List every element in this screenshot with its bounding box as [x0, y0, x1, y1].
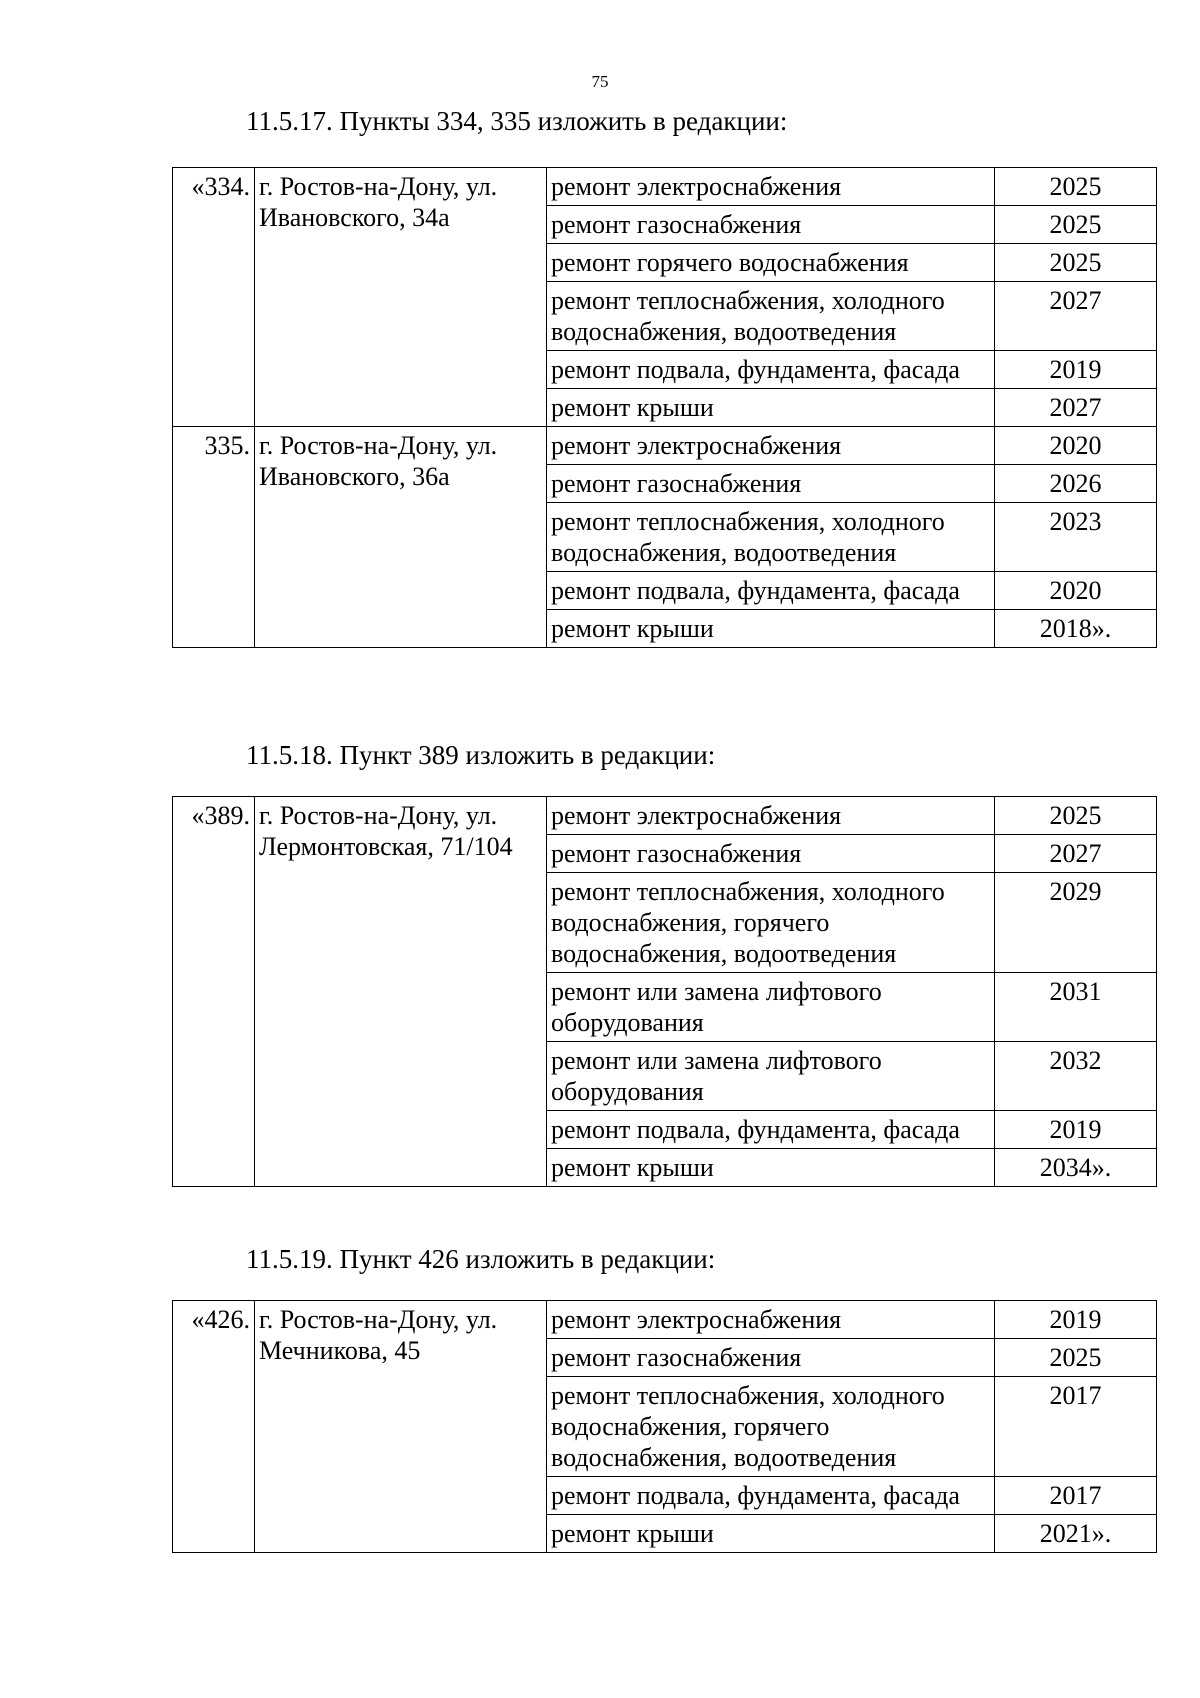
work-type: ремонт теплоснабжения, холодного водоснабжения, водоотведения: [547, 282, 995, 351]
item-address: г. Ростов-на-Дону, ул. Мечникова, 45: [255, 1301, 547, 1553]
work-type: ремонт газоснабжения: [547, 206, 995, 244]
work-type: ремонт крыши: [547, 389, 995, 427]
item-number: «426.: [173, 1301, 255, 1553]
work-type: ремонт электроснабжения: [547, 427, 995, 465]
work-year: 2027: [995, 282, 1157, 351]
work-type: ремонт или замена лифтового оборудования: [547, 1042, 995, 1111]
work-year: 2034».: [995, 1149, 1157, 1187]
work-year: 2019: [995, 351, 1157, 389]
work-type: ремонт электроснабжения: [547, 168, 995, 206]
work-year: 2023: [995, 503, 1157, 572]
work-year: 2025: [995, 244, 1157, 282]
work-year: 2020: [995, 427, 1157, 465]
work-type: ремонт крыши: [547, 610, 995, 648]
amendment-table: [172, 1300, 1157, 1553]
amendment-table: [172, 167, 1157, 648]
work-year: 2032: [995, 1042, 1157, 1111]
item-address: г. Ростов-на-Дону, ул. Лермонтовская, 71/104: [255, 797, 547, 1187]
item-number: «334.: [173, 168, 255, 427]
section-heading: 11.5.19. Пункт 426 изложить в редакции:: [246, 1244, 716, 1274]
work-type: ремонт газоснабжения: [547, 1339, 995, 1377]
work-year: 2017: [995, 1377, 1157, 1477]
work-year: 2019: [995, 1111, 1157, 1149]
section-heading: 11.5.17. Пункты 334, 335 изложить в редакции:: [246, 106, 788, 136]
item-address: г. Ростов-на-Дону, ул. Ивановского, 36а: [255, 427, 547, 648]
work-year: 2019: [995, 1301, 1157, 1339]
work-type: ремонт подвала, фундамента, фасада: [547, 572, 995, 610]
work-type: ремонт газоснабжения: [547, 465, 995, 503]
work-year: 2025: [995, 797, 1157, 835]
work-year: 2020: [995, 572, 1157, 610]
work-year: 2021».: [995, 1515, 1157, 1553]
work-year: 2031: [995, 973, 1157, 1042]
work-year: 2027: [995, 835, 1157, 873]
work-type: ремонт электроснабжения: [547, 1301, 995, 1339]
work-type: ремонт или замена лифтового оборудования: [547, 973, 995, 1042]
work-year: 2026: [995, 465, 1157, 503]
table-row: [173, 1301, 1157, 1339]
work-type: ремонт подвала, фундамента, фасада: [547, 351, 995, 389]
item-address: г. Ростов-на-Дону, ул. Ивановского, 34а: [255, 168, 547, 427]
work-type: ремонт горячего водоснабжения: [547, 244, 995, 282]
work-type: ремонт электроснабжения: [547, 797, 995, 835]
table-body: [173, 1301, 1157, 1553]
work-type: ремонт подвала, фундамента, фасада: [547, 1111, 995, 1149]
amendment-table: [172, 796, 1157, 1187]
work-type: ремонт теплоснабжения, холодного водоснабжения, горячего водоснабжения, водоотведения: [547, 873, 995, 973]
work-year: 2025: [995, 206, 1157, 244]
work-year: 2025: [995, 1339, 1157, 1377]
work-type: ремонт газоснабжения: [547, 835, 995, 873]
work-year: 2025: [995, 168, 1157, 206]
table-row: [173, 427, 1157, 465]
table-body: [173, 168, 1157, 648]
work-year: 2029: [995, 873, 1157, 973]
work-year: 2027: [995, 389, 1157, 427]
work-type: ремонт подвала, фундамента, фасада: [547, 1477, 995, 1515]
table-row: [173, 168, 1157, 206]
work-type: ремонт теплоснабжения, холодного водоснабжения, водоотведения: [547, 503, 995, 572]
table-row: [173, 797, 1157, 835]
work-year: 2017: [995, 1477, 1157, 1515]
page-number: 75: [591, 72, 609, 91]
work-year: 2018».: [995, 610, 1157, 648]
item-number: 335.: [173, 427, 255, 648]
work-type: ремонт теплоснабжения, холодного водоснабжения, горячего водоснабжения, водоотведения: [547, 1377, 995, 1477]
work-type: ремонт крыши: [547, 1149, 995, 1187]
work-type: ремонт крыши: [547, 1515, 995, 1553]
item-number: «389.: [173, 797, 255, 1187]
table-body: [173, 797, 1157, 1187]
section-heading: 11.5.18. Пункт 389 изложить в редакции:: [246, 740, 716, 770]
